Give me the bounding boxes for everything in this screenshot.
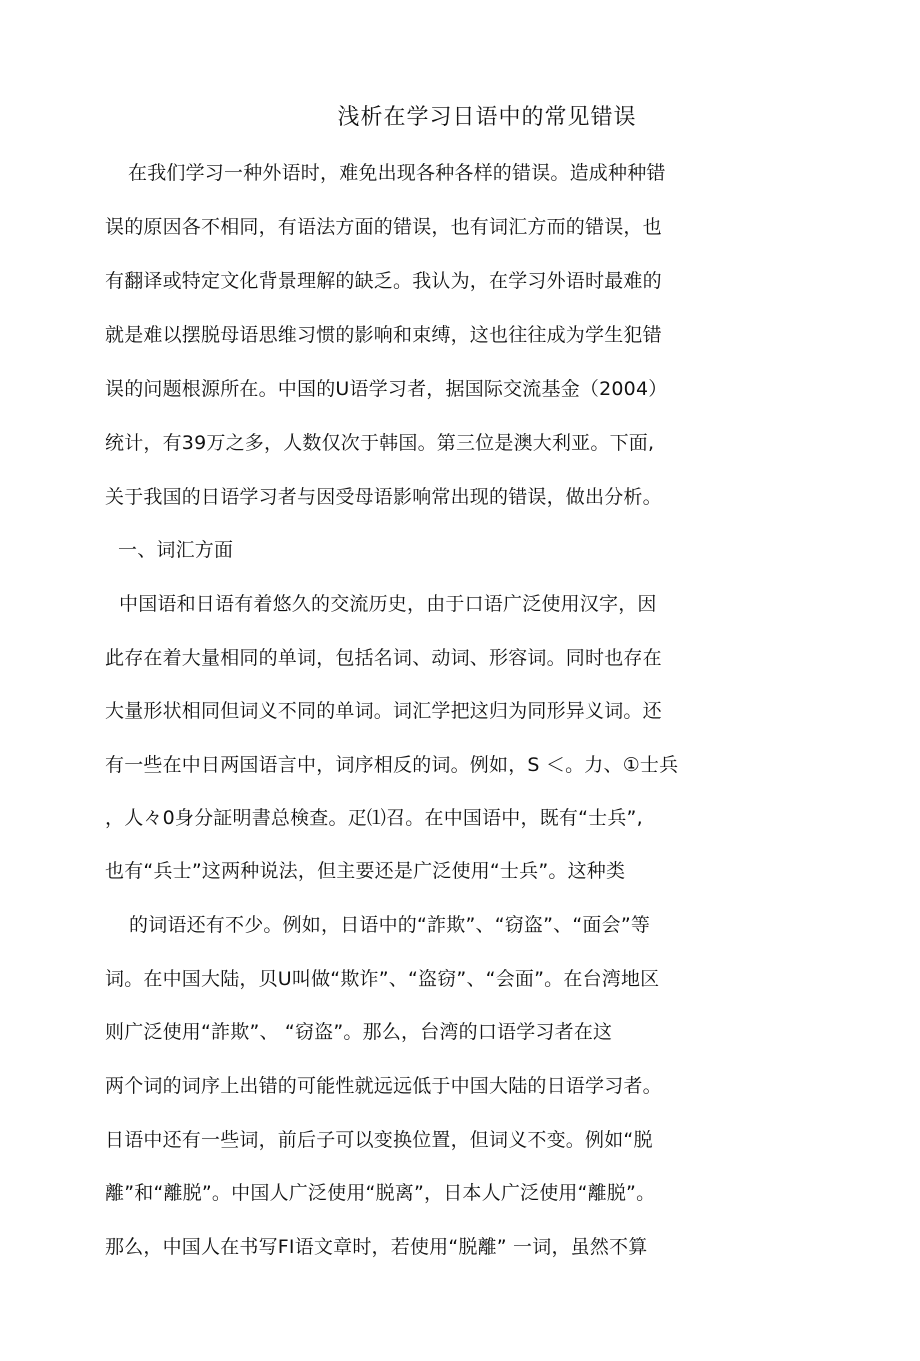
paragraph-line-16: 则广泛使用“詐欺”、 “窃盗”。那么，台湾的口语学习者在这 bbox=[105, 1021, 613, 1043]
paragraph-line-7: 关于我国的日语学习者与因受母语影响常出现的错误，做出分析。 bbox=[105, 486, 662, 508]
paragraph-line-10: 大量形状相同但词义不同的单词。词汇学把这归为同形异义词。还 bbox=[105, 700, 662, 722]
paragraph-line-19: 離”和“離脱”。中国人广泛使用“脱离”，日本人广泛使用“離脱”。 bbox=[105, 1182, 656, 1204]
paragraph-line-20: 那么，中国人在书写FI语文章时，若使用“脱離” 一词，虽然不算 bbox=[105, 1236, 648, 1258]
paragraph-line-14: 的词语还有不少。例如，日语中的“詐欺”、“窃盗”、“面会”等 bbox=[129, 914, 651, 936]
paragraph-line-9: 此存在着大量相同的单词，包括名词、动词、形容词。同时也存在 bbox=[105, 647, 662, 669]
paragraph-line-1: 在我们学习一种外语时，难免出现各种各样的错误。造成种种错 bbox=[128, 162, 666, 184]
paragraph-line-15: 词。在中国大陆，贝U叫做“欺诈”、“盗窃”、“会面”。在台湾地区 bbox=[105, 968, 660, 990]
paragraph-line-18: 日语中还有一些词，前后子可以变换位置，但词义不变。例如“脱 bbox=[105, 1129, 653, 1151]
paragraph-line-13: 也有“兵士”这两种说法，但主要还是广泛使用“士兵”。这种类 bbox=[105, 860, 626, 882]
paragraph-line-3: 有翻译或特定文化背景理解的缺乏。我认为，在学习外语时最难的 bbox=[105, 270, 662, 292]
paragraph-line-4: 就是难以摆脱母语思维习惯的影响和束缚，这也往往成为学生犯错 bbox=[105, 324, 662, 346]
paragraph-line-11: 有一些在中日两国语言中，词序相反的词。例如，S ＜。力、①士兵 bbox=[105, 754, 679, 776]
page-title: 浅析在学习日语中的常见错误 bbox=[337, 105, 637, 130]
section-heading: 一、词汇方面 bbox=[118, 539, 234, 561]
paragraph-line-12: ，人々0身分証明書总検查。疋⑴召。在中国语中，既有“士兵”, bbox=[105, 807, 643, 829]
paragraph-line-17: 两个词的词序上出错的可能性就远远低于中国大陆的日语学习者。 bbox=[105, 1075, 662, 1097]
paragraph-line-8: 中国语和日语有着悠久的交流历史，由于口语广泛使用汉字，因 bbox=[119, 593, 657, 615]
paragraph-line-5: 误的问题根源所在。中国的U语学习者，据国际交流基金（2004） bbox=[105, 378, 668, 400]
paragraph-line-2: 误的原因各不相同，有语法方面的错误，也有词汇方而的错误，也 bbox=[105, 216, 662, 238]
paragraph-line-6: 统计，有39万之多，人数仅次于韩国。第三位是澳大利亚。下面, bbox=[105, 432, 655, 454]
